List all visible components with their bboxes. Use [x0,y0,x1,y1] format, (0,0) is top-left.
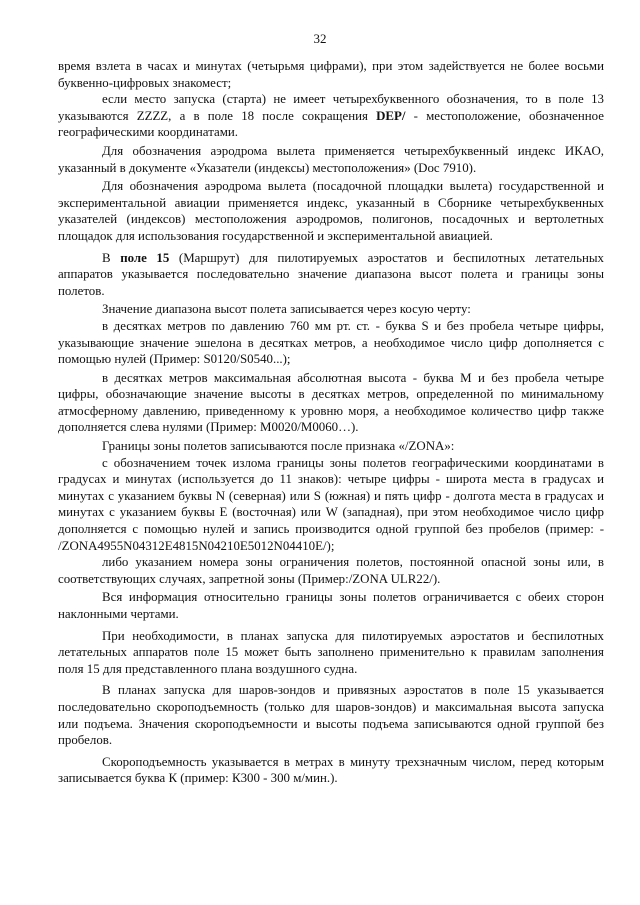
paragraph-zone-coordinates: с обозначением точек излома границы зоны полетов географическими координатами в градусах и минутах (используется до 11 знаков): четыре цифры - широта места в градусах и минутах с указанием буквы N (северная) или S (южная) и пять цифр - долгота места в градусах и минутах с указанием буквы E (восточная) или W (западная), при этом необходимое число цифр дополняется с помощью нулей и запись производится одной группой без пробелов (пример: - /ZONA4955N04312E4815N04210E5012N04410E/); [58,455,604,553]
paragraph-sounding-balloons: В планах запуска для шаров-зондов и привязных аэростатов в поле 15 указывается последовательно скороподъемность (только для шаров-зондов) и максимальная высота запуска или подъема. Значения скороподъемности и высоты подъема записываются одной группой без пробелов. [58,683,604,748]
dep-keyword: DEP/ [376,108,406,123]
paragraph-field-15: В поле 15 (Маршрут) для пилотируемых аэростатов и беспилотных летательных аппаратов указывается последовательно значение диапазона высот полета и границы зоны полетов. [58,250,604,298]
paragraph-departure-time: время взлета в часах и минутах (четырьмя цифрами), при этом задействуется не более восьми буквенно-цифровых знакомест; [58,59,604,90]
document-body [58,58,604,787]
paragraph-pressure-meters: в десятках метров по давлению 760 мм рт. ст. - буква S и без пробела четыре цифры, указывающие значение эшелона в десятках метров, а необходимое число цифр дополняется с помощью нулей (Пример: S0120/S0540...); [58,318,604,367]
paragraph-max-altitude: в десятках метров максимальная абсолютная высота - буква М и без пробела четыре цифры, обозначающие значение высоты в десятках метров, определенной по минимальному атмосферному давлению, приведенному к уровню моря, а необходимое количество цифр также дополняется слева нулями (Пример: M0020/M0060…). [58,370,604,435]
paragraph-field-15-optional: При необходимости, в планах запуска для пилотируемых аэростатов и беспилотных летательных аппаратов поле 15 может быть заполнено применительно к правилам заполнения поля 15 для представленного плана воздушного судна. [58,628,604,676]
paragraph-slashes: Вся информация относительно границы зоны полетов ограничивается с обеих сторон наклонными чертами. [58,590,604,621]
paragraph-climb-rate: Скороподъемность указывается в метрах в минуту трехзначным числом, перед которым записывается буква К (пример: К300 - 300 м/мин.). [58,754,604,786]
field-15-heading: поле 15 [120,250,170,265]
paragraph-zone-boundaries: Границы зоны полетов записываются после признака «/ZONA»: [102,439,455,454]
paragraph-state-aviation-index: Для обозначения аэродрома вылета (посадочной площадки вылета) государственной и экспериментальной авиации применяется индекс, указанный в Сборнике четырехбуквенных указателей (индексов) местоположения аэродромов, полигонов, посадочных и вертолетных площадок для использования государственной и экспериментальной авиацией. [58,179,604,243]
paragraph-zone-restriction-number: либо указанием номера зоны ограничения полетов, постоянной опасной зоны или, в соответствующих случаях, запретной зоны (Пример:/ZONA ULR22/). [58,555,604,586]
page-number: 32 [313,31,327,46]
paragraph-icao-index: Для обозначения аэродрома вылета применяется четырехбуквенный индекс ИКАО, указанный в документе «Указатели (индексы) местоположения» (Doc 7910). [58,143,604,175]
paragraph-altitude-range: Значение диапазона высот полета записывается через косую черту: [102,302,471,317]
paragraph-launch-site-zzzz: если место запуска (старта) не имеет четырехбуквенного обозначения, то в поле 13 указываются ZZZZ, а в поле 18 после сокращения DEP/ - местоположение, обозначенное географическими координатами. [58,92,604,140]
